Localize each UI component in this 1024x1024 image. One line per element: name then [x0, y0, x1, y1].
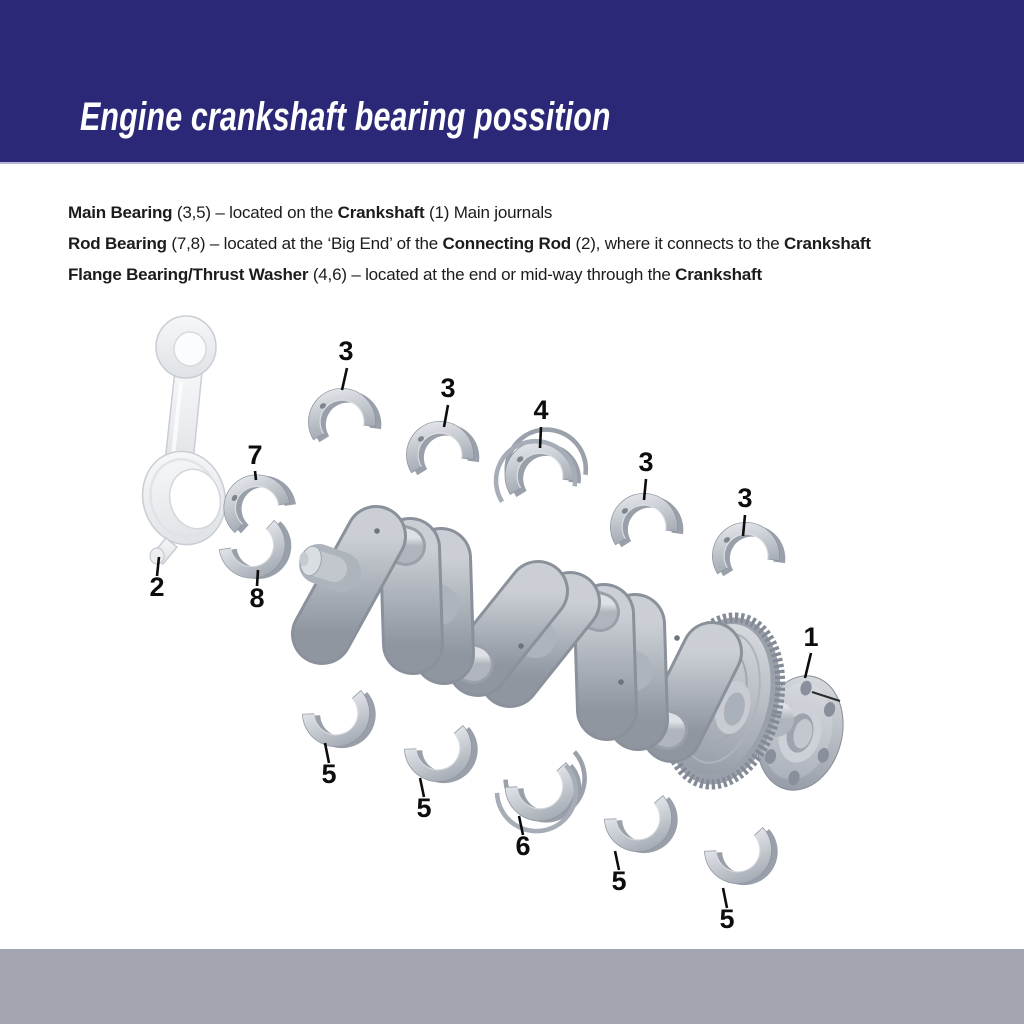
main-bearing-upper-4: [706, 515, 787, 578]
callout-label: 6: [515, 831, 531, 861]
callout-label: 8: [249, 583, 265, 613]
callout-label: 2: [149, 572, 165, 602]
callout-label: 5: [719, 904, 735, 934]
description-line: Main Bearing (3,5) – located on the Crankshaft (1) Main journals: [68, 203, 553, 222]
callout-label: 4: [533, 395, 549, 425]
callout-label: 5: [321, 759, 337, 789]
callout-leader-line: [255, 471, 256, 480]
rod-bearing-lower: [217, 517, 303, 593]
callout-label: 3: [737, 483, 753, 513]
callout-leader-line: [540, 427, 541, 448]
main-bearing-lower-2: [403, 723, 488, 795]
callout-label: 1: [803, 622, 819, 652]
footer-bar: [0, 949, 1024, 1024]
main-bearing-lower-4: [703, 825, 788, 897]
page-title: Engine crankshaft bearing possition: [80, 95, 611, 139]
description-line: Rod Bearing (7,8) – located at the ‘Big End’ of the Connecting Rod (2), where it connects to the Crankshaft: [68, 234, 871, 253]
thrust-washer-lower: [491, 751, 600, 843]
connecting-rod: [132, 316, 236, 564]
callout-label: 3: [338, 336, 354, 366]
description-line: Flange Bearing/Thrust Washer (4,6) – located at the end or mid-way through the Crankshaft: [68, 265, 762, 284]
callout-label: 5: [611, 866, 627, 896]
crank-throws: [319, 536, 712, 732]
callout-leader-line: [342, 368, 347, 390]
callout-label: 5: [416, 793, 432, 823]
main-bearing-lower-1: [301, 688, 386, 760]
main-bearing-upper-2: [400, 414, 481, 477]
callout-label: 7: [247, 440, 263, 470]
callout-label: 3: [638, 447, 654, 477]
callout-label: 3: [440, 373, 456, 403]
crankshaft: [298, 528, 855, 799]
thrust-washer-upper: [487, 422, 590, 502]
callout-leader-line: [805, 653, 811, 678]
main-bearing-upper-1: [302, 381, 383, 444]
